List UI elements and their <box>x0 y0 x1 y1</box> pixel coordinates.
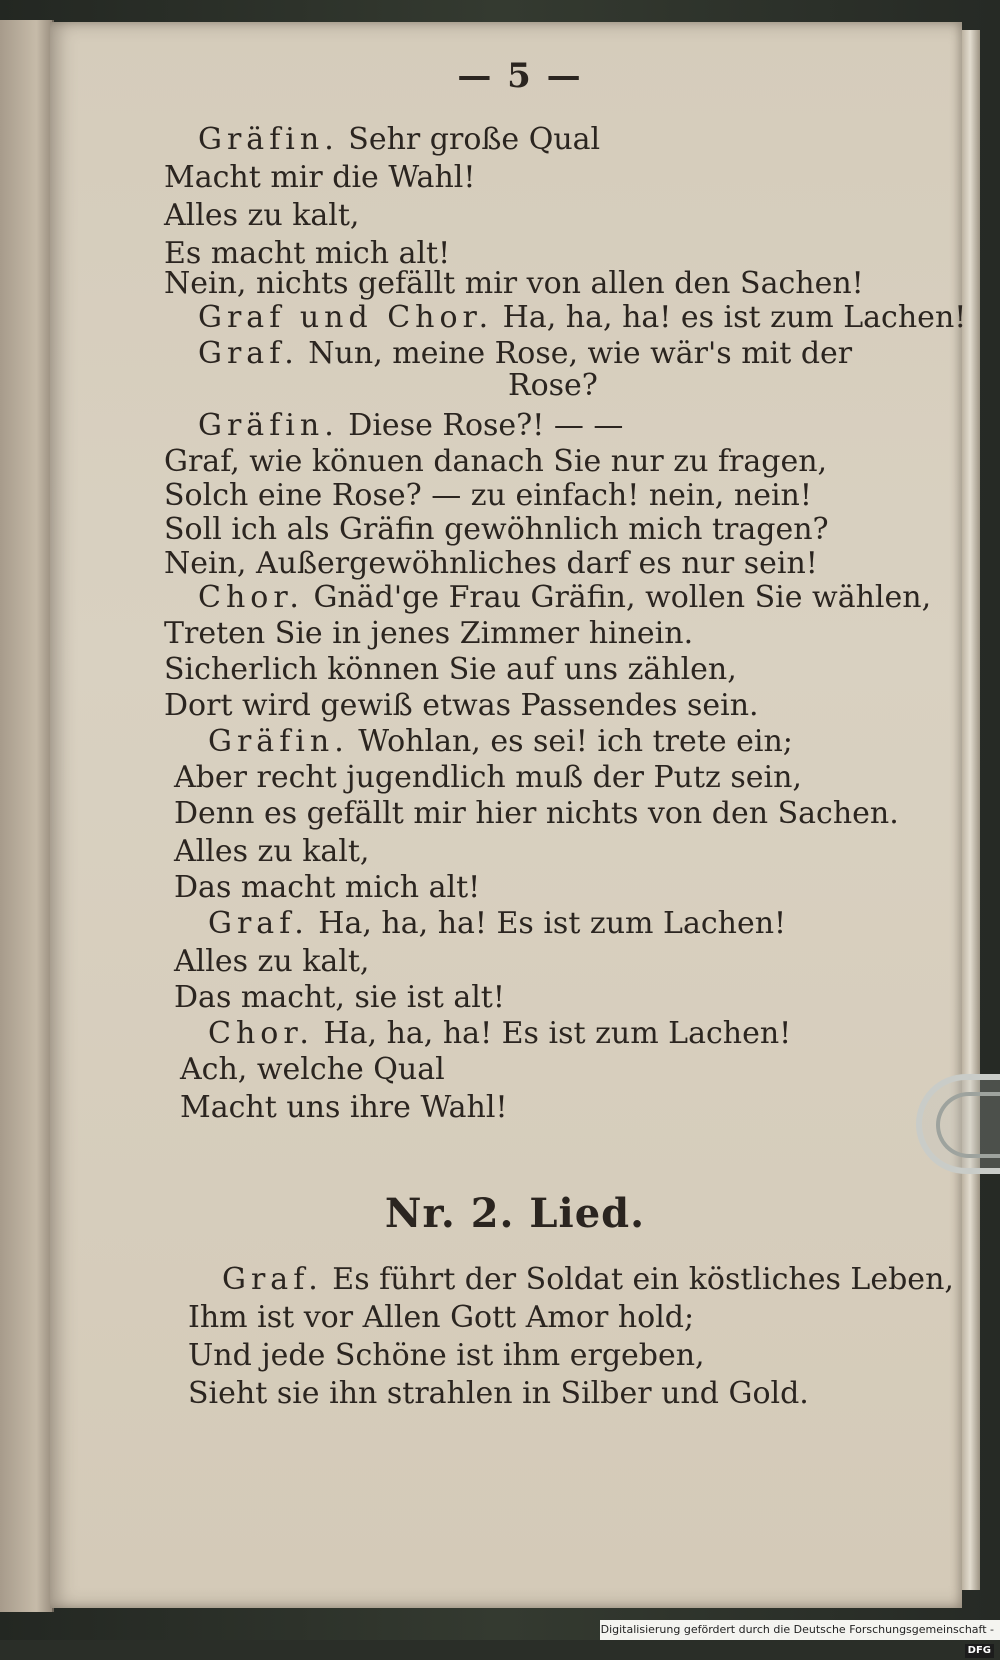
verse-line: Aber recht jugendlich muß der Putz sein, <box>174 760 802 795</box>
verse-line: Alles zu kalt, <box>174 834 370 869</box>
page-number: — 5 — <box>457 56 583 96</box>
verse-line: Solch eine Rose? — zu einfach! nein, nein! <box>164 478 812 513</box>
paper-clip-inner-icon <box>936 1092 1000 1158</box>
verse-line: Ach, welche Qual <box>180 1052 445 1087</box>
digitization-credit <box>600 1620 1000 1656</box>
verse-line: Alles zu kalt, <box>164 198 360 233</box>
verse-line: Gräfin. Diese Rose?! — — <box>198 408 624 443</box>
dfg-logo: DFG <box>965 1644 994 1658</box>
previous-page-edge <box>0 20 54 1612</box>
verse-line: Graf. Ha, ha, ha! Es ist zum Lachen! <box>208 906 787 941</box>
credit-text: Digitalisierung gefördert durch die Deutsche Forschungsgemeinschaft - <box>600 1623 994 1636</box>
song-line: Und jede Schöne ist ihm ergeben, <box>188 1338 705 1373</box>
verse-line: Treten Sie in jenes Zimmer hinein. <box>164 616 694 651</box>
verse-line: Alles zu kalt, <box>174 944 370 979</box>
verse-line: Sicherlich können Sie auf uns zählen, <box>164 652 737 687</box>
song-line: Ihm ist vor Allen Gott Amor hold; <box>188 1300 695 1335</box>
verse-line: Chor. Gnäd'ge Frau Gräfin, wollen Sie wählen, <box>198 580 932 615</box>
verse-line: Gräfin. Wohlan, es sei! ich trete ein; <box>208 724 793 759</box>
verse-line: Rose? <box>508 368 598 403</box>
verse-line: Chor. Ha, ha, ha! Es ist zum Lachen! <box>208 1016 792 1051</box>
verse-line: Denn es gefällt mir hier nichts von den Sachen. <box>174 796 899 831</box>
page-stack-edge <box>962 30 980 1590</box>
verse-line: Es macht mich alt! <box>164 236 451 271</box>
verse-line: Macht uns ihre Wahl! <box>180 1090 508 1125</box>
verse-line: Nein, nichts gefällt mir von allen den Sachen! <box>164 266 864 301</box>
verse-line: Das macht mich alt! <box>174 870 481 905</box>
verse-line: Soll ich als Gräfin gewöhnlich mich tragen? <box>164 512 829 547</box>
song-line: Graf. Es führt der Soldat ein köstliches Leben, <box>222 1262 954 1297</box>
verse-line: Nein, Außergewöhnliches darf es nur sein! <box>164 546 818 581</box>
section-heading: Nr. 2. Lied. <box>384 1190 646 1237</box>
verse-line: Graf, wie könuen danach Sie nur zu fragen, <box>164 444 828 479</box>
verse-line: Dort wird gewiß etwas Passendes sein. <box>164 688 759 723</box>
verse-line: Graf. Nun, meine Rose, wie wär's mit der <box>198 336 853 371</box>
verse-line: Graf und Chor. Ha, ha, ha! es ist zum Lachen! <box>198 300 967 335</box>
verse-line: Macht mir die Wahl! <box>164 160 476 195</box>
song-line: Sieht sie ihn strahlen in Silber und Gold. <box>188 1376 809 1411</box>
verse-line: Gräfin. Sehr große Qual <box>198 122 601 157</box>
verse-line: Das macht, sie ist alt! <box>174 980 505 1015</box>
